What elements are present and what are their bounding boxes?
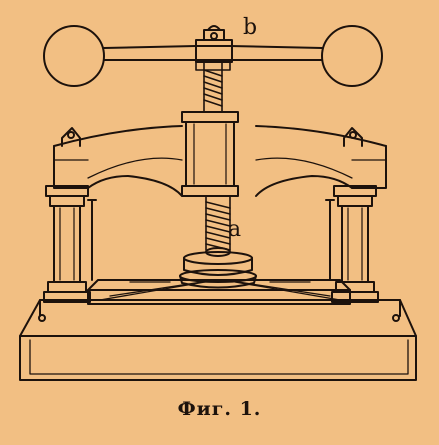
column-left bbox=[44, 186, 96, 302]
lower-screw bbox=[206, 196, 230, 250]
central-housing bbox=[182, 112, 238, 196]
base-bolt-left bbox=[39, 315, 45, 321]
upper-screw bbox=[196, 62, 230, 112]
label-b: b bbox=[243, 15, 258, 40]
base-bolt-right bbox=[393, 315, 399, 321]
pressing-plate bbox=[180, 248, 256, 288]
figure-caption: Фиг. 1. bbox=[177, 398, 262, 420]
label-a: a bbox=[228, 217, 242, 242]
column-right bbox=[326, 186, 378, 302]
handle bbox=[44, 26, 382, 86]
base-plate bbox=[20, 300, 416, 380]
